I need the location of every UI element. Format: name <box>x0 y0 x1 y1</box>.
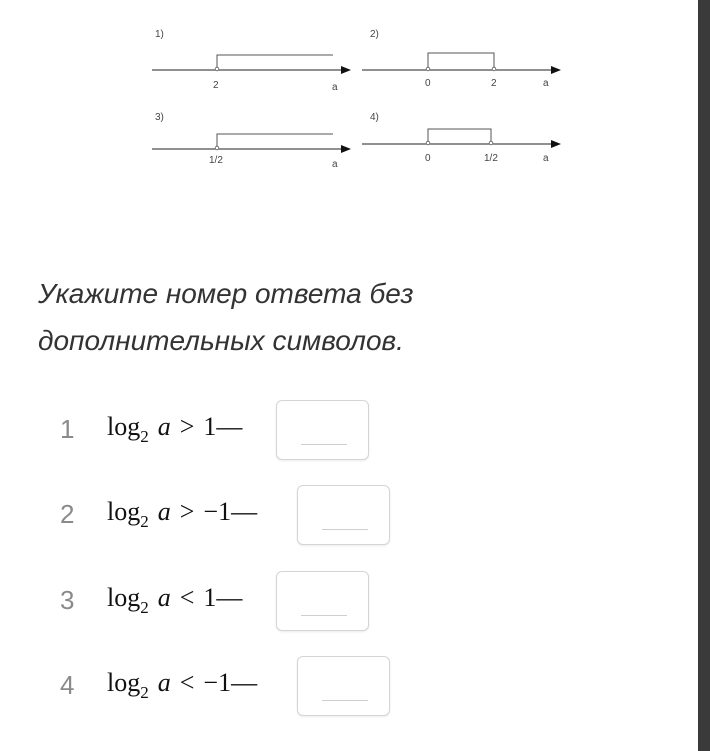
option-3-tick-0: 1/2 <box>209 155 223 166</box>
option-4-tick-1: 1/2 <box>484 153 498 164</box>
answer-box[interactable] <box>297 656 390 716</box>
option-1-number: 1) <box>155 29 164 40</box>
answer-input[interactable] <box>301 422 347 445</box>
formula: $\log_2 a$ < −1— <box>107 668 258 702</box>
answer-box[interactable] <box>276 400 369 460</box>
option-1-diagram <box>152 29 350 93</box>
option-1-axis-label: a <box>332 82 338 93</box>
option-2-diagram <box>362 29 560 89</box>
formula: $\log_2 a$ > −1— <box>107 497 258 531</box>
right-edge-bar <box>698 0 710 751</box>
option-2-axis-label: a <box>543 78 549 89</box>
answer-input[interactable] <box>322 507 368 530</box>
question-row-3 <box>0 571 698 635</box>
formula: $\log_2 a$ > 1— <box>107 412 243 446</box>
formula: $\log_2 a$ < 1— <box>107 583 243 617</box>
option-2-tick-0: 0 <box>425 78 431 89</box>
option-2-interval <box>428 53 494 68</box>
option-3-axis-label: a <box>332 159 338 170</box>
answer-box[interactable] <box>276 571 369 631</box>
option-1-tick-0: 2 <box>213 80 219 91</box>
row-number: 4 <box>60 670 75 700</box>
row-number: 1 <box>60 414 75 444</box>
question-row-2 <box>0 485 698 549</box>
option-2-number: 2) <box>370 29 379 40</box>
option-4-tick-0: 0 <box>425 153 431 164</box>
option-3-interval <box>217 134 333 147</box>
option-4-diagram <box>362 112 560 164</box>
option-4-number: 4) <box>370 112 379 123</box>
option-4-axis-label: a <box>543 153 549 164</box>
option-2-tick-1: 2 <box>491 78 497 89</box>
option-3-diagram <box>152 112 350 170</box>
answer-input[interactable] <box>301 593 347 616</box>
row-number: 3 <box>60 585 75 615</box>
instruction-text: Укажите номер ответа без дополнительных символов. <box>38 278 414 356</box>
option-3-number: 3) <box>155 112 164 123</box>
option-4-interval <box>428 129 491 142</box>
answer-input[interactable] <box>322 678 368 701</box>
question-row-4 <box>0 656 698 720</box>
question-row-1 <box>0 400 698 464</box>
row-number: 2 <box>60 499 75 529</box>
number-line-options <box>0 0 698 200</box>
answer-box[interactable] <box>297 485 390 545</box>
option-1-interval <box>217 55 333 68</box>
